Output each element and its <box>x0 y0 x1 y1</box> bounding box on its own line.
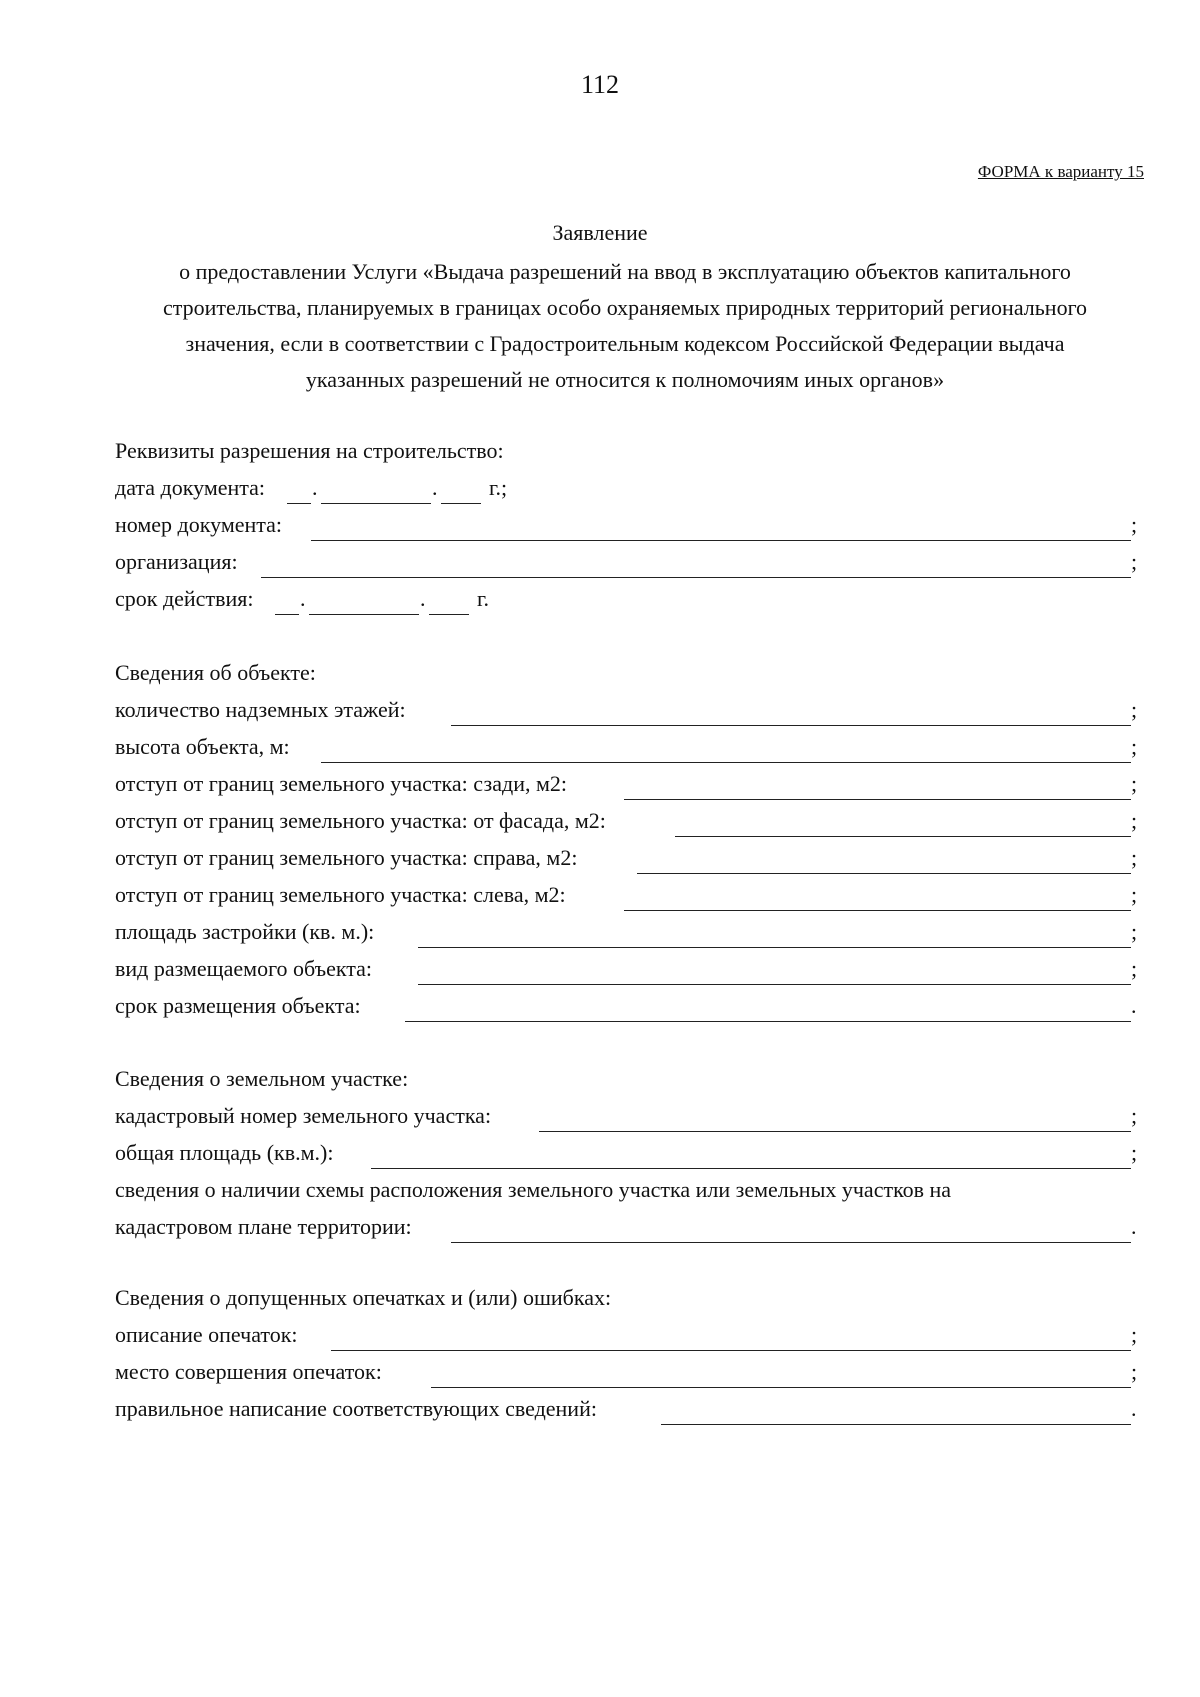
line-end-semicolon: ; <box>1131 549 1138 574</box>
document-date-label: дата документа: <box>115 475 266 500</box>
object-type-row <box>115 956 1145 990</box>
object-floors-field[interactable] <box>451 725 1131 726</box>
line-end-semicolon: ; <box>1131 697 1138 722</box>
cadastral-number-label: кадастровый номер земельного участка: <box>115 1103 492 1128</box>
line-end-semicolon: ; <box>1131 1140 1138 1165</box>
line-end-period: . <box>1131 1396 1137 1421</box>
total-area-row <box>115 1140 1145 1174</box>
title-line: значения, если в соответствии с Градостроительным кодексом Российской Федерации выдача <box>185 331 1065 356</box>
setback-left-row <box>115 882 1145 916</box>
scheme-info-label: сведения о наличии схемы расположения земельного участка или земельных участков на <box>115 1177 952 1202</box>
validity-day-field[interactable] <box>275 614 299 615</box>
setback-left-label: отступ от границ земельного участка: слева, м2: <box>115 882 566 907</box>
document-number-field[interactable] <box>311 540 1131 541</box>
document-number-label: номер документа: <box>115 512 283 537</box>
placement-term-row <box>115 993 1145 1027</box>
year-suffix: г.; <box>489 475 508 500</box>
building-area-label: площадь застройки (кв. м.): <box>115 919 375 944</box>
line-end-semicolon: ; <box>1131 771 1138 796</box>
typo-location-field[interactable] <box>431 1387 1131 1388</box>
section-title-object <box>115 660 1145 694</box>
correct-spelling-label: правильное написание соответствующих сведений: <box>115 1396 597 1421</box>
page-number: 112 <box>580 70 620 99</box>
correct-spelling-row <box>115 1396 1145 1430</box>
cadastral-number-row <box>115 1103 1145 1137</box>
validity-date-row <box>115 586 815 620</box>
typo-description-field[interactable] <box>331 1350 1131 1351</box>
section-title-text: Реквизиты разрешения на строительство: <box>115 438 504 463</box>
setback-rear-row <box>115 771 1145 805</box>
object-floors-label: количество надземных этажей: <box>115 697 406 722</box>
validity-year-field[interactable] <box>429 614 469 615</box>
date-separator: . <box>420 586 426 611</box>
object-height-field[interactable] <box>321 762 1131 763</box>
organization-row <box>115 549 1145 583</box>
typo-description-label: описание опечаток: <box>115 1322 298 1347</box>
typo-location-label: место совершения опечаток: <box>115 1359 382 1384</box>
scheme-info-row <box>115 1177 1145 1211</box>
organization-field[interactable] <box>261 577 1131 578</box>
object-height-label: высота объекта, м: <box>115 734 290 759</box>
validity-month-field[interactable] <box>309 614 419 615</box>
object-type-field[interactable] <box>418 984 1131 985</box>
document-heading: Заявление <box>552 220 648 245</box>
section-title-land <box>115 1066 1145 1100</box>
line-end-semicolon: ; <box>1131 882 1138 907</box>
title-line: строительства, планируемых в границах особо охраняемых природных территорий регионального <box>162 295 1088 320</box>
date-separator: . <box>300 586 306 611</box>
validity-label: срок действия: <box>115 586 254 611</box>
line-end-period: . <box>1131 993 1137 1018</box>
title-line: о предоставлении Услуги «Выдача разрешений на ввод в эксплуатацию объектов капитального <box>179 259 1071 284</box>
line-end-semicolon: ; <box>1131 1103 1138 1128</box>
setback-right-field[interactable] <box>637 873 1131 874</box>
date-separator: . <box>312 475 318 500</box>
year-suffix: г. <box>477 586 490 611</box>
organization-label: организация: <box>115 549 238 574</box>
line-end-semicolon: ; <box>1131 808 1138 833</box>
line-end-semicolon: ; <box>1131 734 1138 759</box>
correct-spelling-field[interactable] <box>661 1424 1131 1425</box>
line-end-semicolon: ; <box>1131 512 1138 537</box>
line-end-semicolon: ; <box>1131 919 1138 944</box>
setback-rear-field[interactable] <box>624 799 1131 800</box>
line-end-period: . <box>1131 1214 1137 1239</box>
setback-rear-label: отступ от границ земельного участка: сзади, м2: <box>115 771 567 796</box>
total-area-label: общая площадь (кв.м.): <box>115 1140 334 1165</box>
section-title-text: Сведения об объекте: <box>115 660 316 685</box>
document-date-year-field[interactable] <box>441 503 481 504</box>
setback-left-field[interactable] <box>624 910 1131 911</box>
document-number-row <box>115 512 1145 546</box>
document-title <box>100 254 1150 398</box>
document-date-month-field[interactable] <box>321 503 431 504</box>
date-separator: . <box>432 475 438 500</box>
form-variant-note: ФОРМА к варианту 15 <box>977 162 1144 181</box>
setback-front-field[interactable] <box>675 836 1131 837</box>
placement-term-field[interactable] <box>405 1021 1131 1022</box>
object-type-label: вид размещаемого объекта: <box>115 956 372 981</box>
total-area-field[interactable] <box>371 1168 1131 1169</box>
cadastral-plan-field[interactable] <box>451 1242 1131 1243</box>
setback-right-label: отступ от границ земельного участка: справа, м2: <box>115 845 578 870</box>
document-date-day-field[interactable] <box>287 503 311 504</box>
typo-location-row <box>115 1359 1145 1393</box>
typo-description-row <box>115 1322 1145 1356</box>
section-title-text: Сведения о земельном участке: <box>115 1066 409 1091</box>
object-floors-row <box>115 697 1145 731</box>
line-end-semicolon: ; <box>1131 1359 1138 1384</box>
section-title-permit <box>115 438 1145 472</box>
building-area-field[interactable] <box>418 947 1131 948</box>
line-end-semicolon: ; <box>1131 1322 1138 1347</box>
section-title-errors <box>115 1285 1145 1319</box>
title-line: указанных разрешений не относится к полномочиям иных органов» <box>305 367 945 392</box>
line-end-semicolon: ; <box>1131 845 1138 870</box>
placement-term-label: срок размещения объекта: <box>115 993 361 1018</box>
document-date-row <box>115 475 815 509</box>
setback-front-label: отступ от границ земельного участка: от фасада, м2: <box>115 808 606 833</box>
cadastral-number-field[interactable] <box>539 1131 1131 1132</box>
cadastral-plan-label: кадастровом плане территории: <box>115 1214 412 1239</box>
section-title-text: Сведения о допущенных опечатках и (или) ошибках: <box>115 1285 612 1310</box>
cadastral-plan-row <box>115 1214 1145 1248</box>
building-area-row <box>115 919 1145 953</box>
setback-right-row <box>115 845 1145 879</box>
setback-front-row <box>115 808 1145 842</box>
object-height-row <box>115 734 1145 768</box>
line-end-semicolon: ; <box>1131 956 1138 981</box>
